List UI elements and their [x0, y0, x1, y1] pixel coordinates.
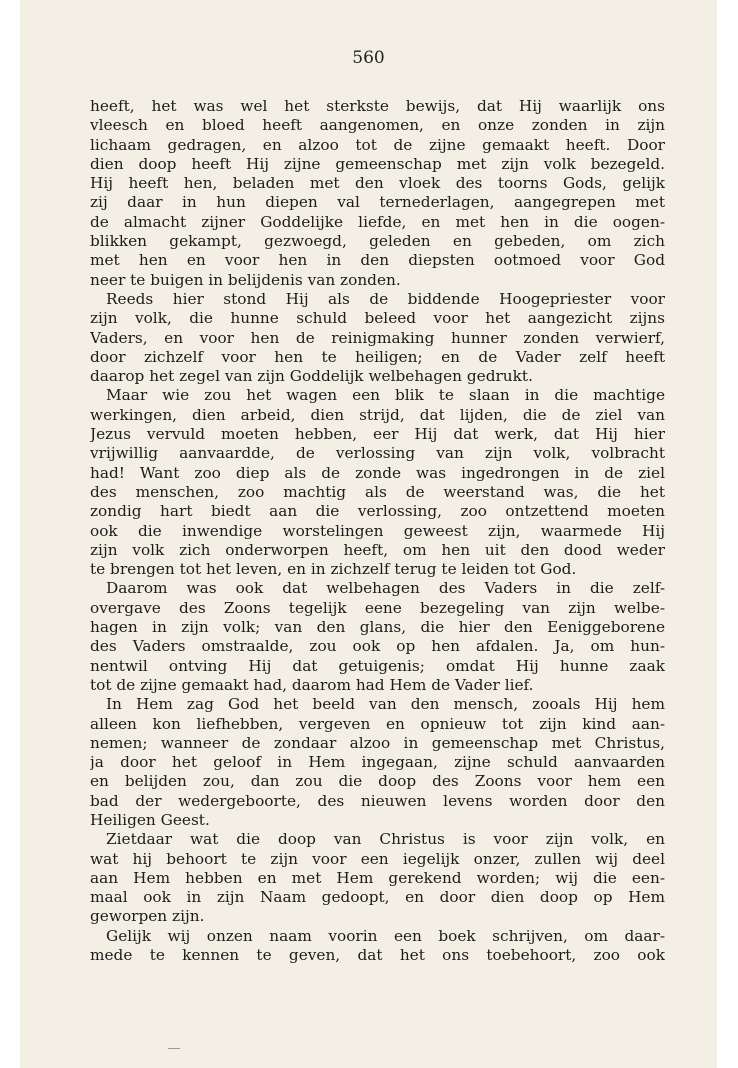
- text-line: lichaam gedragen, en alzoo tot de zijne gemaakt heeft. Door: [90, 135, 665, 154]
- text-line: nemen; wanneer de zondaar alzoo in gemeenschap met Christus,: [90, 733, 665, 752]
- text-line: zijn volk, die hunne schuld beleed voor het aangezicht zijns: [90, 309, 665, 328]
- text-line: Reeds hier stond Hij als de biddende Hoogepriester voor: [106, 289, 665, 308]
- text-line: vrijwillig aanvaardde, de verlossing van zijn volk, volbracht: [90, 444, 665, 463]
- text-line: blikken gekampt, gezwoegd, geleden en gebeden, om zich: [90, 232, 665, 251]
- text-line: Jezus vervuld moeten hebben, eer Hij dat werk, dat Hij hier: [90, 425, 665, 444]
- text-line: alleen kon liefhebben, vergeven en opnieuw tot zijn kind aan-: [90, 714, 665, 733]
- text-line: had! Want zoo diep als de zonde was ingedrongen in de ziel: [90, 463, 665, 482]
- text-line: werkingen, dien arbeid, dien strijd, dat lijden, die de ziel van: [90, 405, 665, 424]
- text-line: Daarom was ook dat welbehagen des Vaders in die zelf-: [106, 579, 665, 598]
- book-page: [20, 0, 717, 1068]
- stray-mark: [168, 1048, 180, 1049]
- text-line: te brengen tot het leven, en in zichzelf terug te leiden tot God.: [90, 560, 577, 579]
- text-line: ja door het geloof in Hem ingegaan, zijne schuld aanvaarden: [90, 753, 665, 772]
- text-line: des menschen, zoo machtig als de weerstand was, die het: [90, 482, 665, 501]
- text-line: wat hij behoort te zijn voor een iegelijk onzer, zullen wij deel: [90, 849, 665, 868]
- text-line: hagen in zijn volk; van den glans, die hier den Eeniggeborene: [90, 618, 665, 637]
- text-line: zijn volk zich onderworpen heeft, om hen uit den dood weder: [90, 540, 665, 559]
- text-line: bad der wedergeboorte, des nieuwen levens worden door den: [90, 791, 665, 810]
- text-line: aan Hem hebben en met Hem gerekend worden; wij die een-: [90, 868, 665, 887]
- text-line: maal ook in zijn Naam gedoopt, en door dien doop op Hem: [90, 888, 665, 907]
- text-line: Heiligen Geest.: [90, 810, 210, 829]
- text-line: tot de zijne gemaakt had, daarom had Hem de Vader lief.: [90, 675, 534, 694]
- text-line: Maar wie zou het wagen een blik te slaan in die machtige: [106, 386, 665, 405]
- text-line: mede te kennen te geven, dat het ons toebehoort, zoo ook: [90, 946, 665, 965]
- page-number: 560: [352, 48, 385, 68]
- text-line: en belijden zou, dan zou die doop des Zoons voor hem een: [90, 772, 665, 791]
- text-line: overgave des Zoons tegelijk eene bezegeling van zijn welbe-: [90, 598, 665, 617]
- body-text: [90, 97, 665, 965]
- text-line: neer te buigen in belijdenis van zonden.: [90, 270, 401, 289]
- text-line: zij daar in hun diepen val ternederlagen, aangegrepen met: [90, 193, 665, 212]
- text-line: geworpen zijn.: [90, 907, 205, 926]
- text-line: nentwil ontving Hij dat getuigenis; omdat Hij hunne zaak: [90, 656, 665, 675]
- text-line: Vaders, en voor hen de reinigmaking hunner zonden verwierf,: [90, 328, 665, 347]
- text-line: In Hem zag God het beeld van den mensch, zooals Hij hem: [106, 695, 665, 714]
- text-line: daarop het zegel van zijn Goddelijk welbehagen gedrukt.: [90, 367, 533, 386]
- text-line: Gelijk wij onzen naam voorin een boek schrijven, om daar-: [106, 926, 665, 945]
- text-line: ook die inwendige worstelingen geweest zijn, waarmede Hij: [90, 521, 665, 540]
- text-line: zondig hart biedt aan die verlossing, zoo ontzettend moeten: [90, 502, 665, 521]
- text-line: Hij heeft hen, beladen met den vloek des toorns Gods, gelijk: [90, 174, 665, 193]
- text-line: heeft, het was wel het sterkste bewijs, dat Hij waarlijk ons: [90, 97, 665, 115]
- text-line: des Vaders omstraalde, zou ook op hen afdalen. Ja, om hun-: [90, 637, 665, 656]
- text-line: de almacht zijner Goddelijke liefde, en met hen in die oogen-: [90, 212, 665, 231]
- text-line: Zietdaar wat die doop van Christus is voor zijn volk, en: [106, 830, 665, 849]
- text-line: dien doop heeft Hij zijne gemeenschap met zijn volk bezegeld.: [90, 154, 665, 173]
- text-line: vleesch en bloed heeft aangenomen, en onze zonden in zijn: [90, 116, 665, 135]
- text-line: met hen en voor hen in den diepsten ootmoed voor God: [90, 251, 665, 270]
- text-line: door zichzelf voor hen te heiligen; en de Vader zelf heeft: [90, 347, 665, 366]
